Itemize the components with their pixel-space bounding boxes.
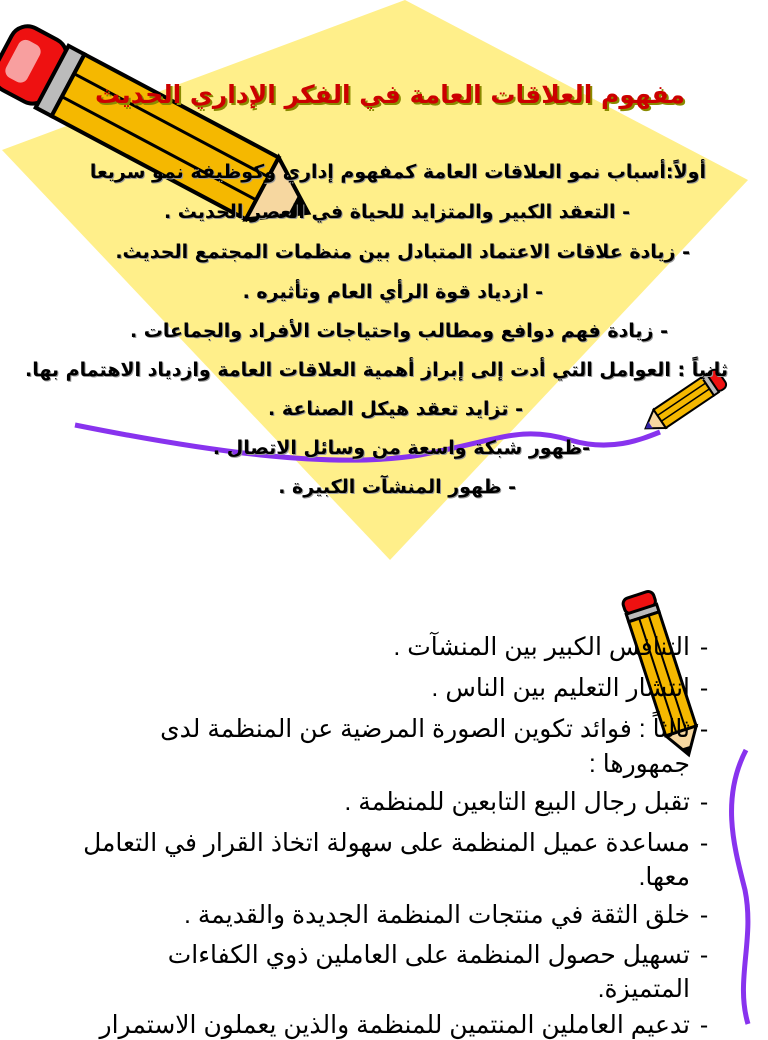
slide-2 [0, 560, 768, 1039]
section-heading: أولاً:أسباب نمو العلاقات العامة كمفهوم إداري وكوظيفة نمو سريعا [89, 161, 706, 183]
slide-title: مفهوم العلاقات العامة في الفكر الإداري الحديث [94, 80, 686, 109]
list-item: -ظهور شبكة واسعة من وسائل الاتصال . [212, 437, 590, 459]
list-item: -ثالثاً : فوائد تكوين الصورة المرضية عن المنظمة لدى [160, 715, 709, 743]
list-item: -تسهيل حصول المنظمة على العاملين ذوي الكفاءات [167, 941, 709, 969]
purple-wave-vertical [732, 750, 748, 1024]
list-item-continuation: جمهورها : [588, 750, 690, 778]
list-item: -خلق الثقة في منتجات المنظمة الجديدة والقديمة . [183, 901, 709, 929]
list-item: -التنافس الكبير بين المنشآت . [393, 633, 709, 661]
list-item: - زيادة فهم دوافع ومطالب واحتياجات الأفراد والجماعات . [129, 320, 668, 342]
list-item: - تزايد تعقد هيكل الصناعة . [268, 398, 523, 420]
list-item: - ظهور المنشآت الكبيرة . [278, 476, 516, 498]
list-item: -تقبل رجال البيع التابعين للمنظمة . [344, 788, 709, 816]
list-item: -مساعدة عميل المنظمة على سهولة اتخاذ القرار في التعامل [83, 829, 709, 857]
list-item: - ازدياد قوة الرأي العام وتأثيره . [242, 281, 543, 303]
list-item-continuation: المتميزة. [597, 975, 690, 1003]
list-item-continuation: معها. [638, 863, 690, 891]
list-item: -انتشار التعليم بين الناس . [431, 674, 709, 702]
section-heading: ثانياً : العوامل التي أدت إلى إبراز أهمية العلاقات العامة وازدياد الاهتمام بها. [25, 359, 728, 381]
list-item: - زيادة علاقات الاعتماد المتبادل بين منظمات المجتمع الحديث. [115, 241, 690, 263]
list-item: - التعقد الكبير والمتزايد للحياة في العصر الحديث . [163, 201, 630, 223]
list-item: -تدعيم العاملين المنتمين للمنظمة والذين يعملون الاستمرار [99, 1011, 709, 1039]
